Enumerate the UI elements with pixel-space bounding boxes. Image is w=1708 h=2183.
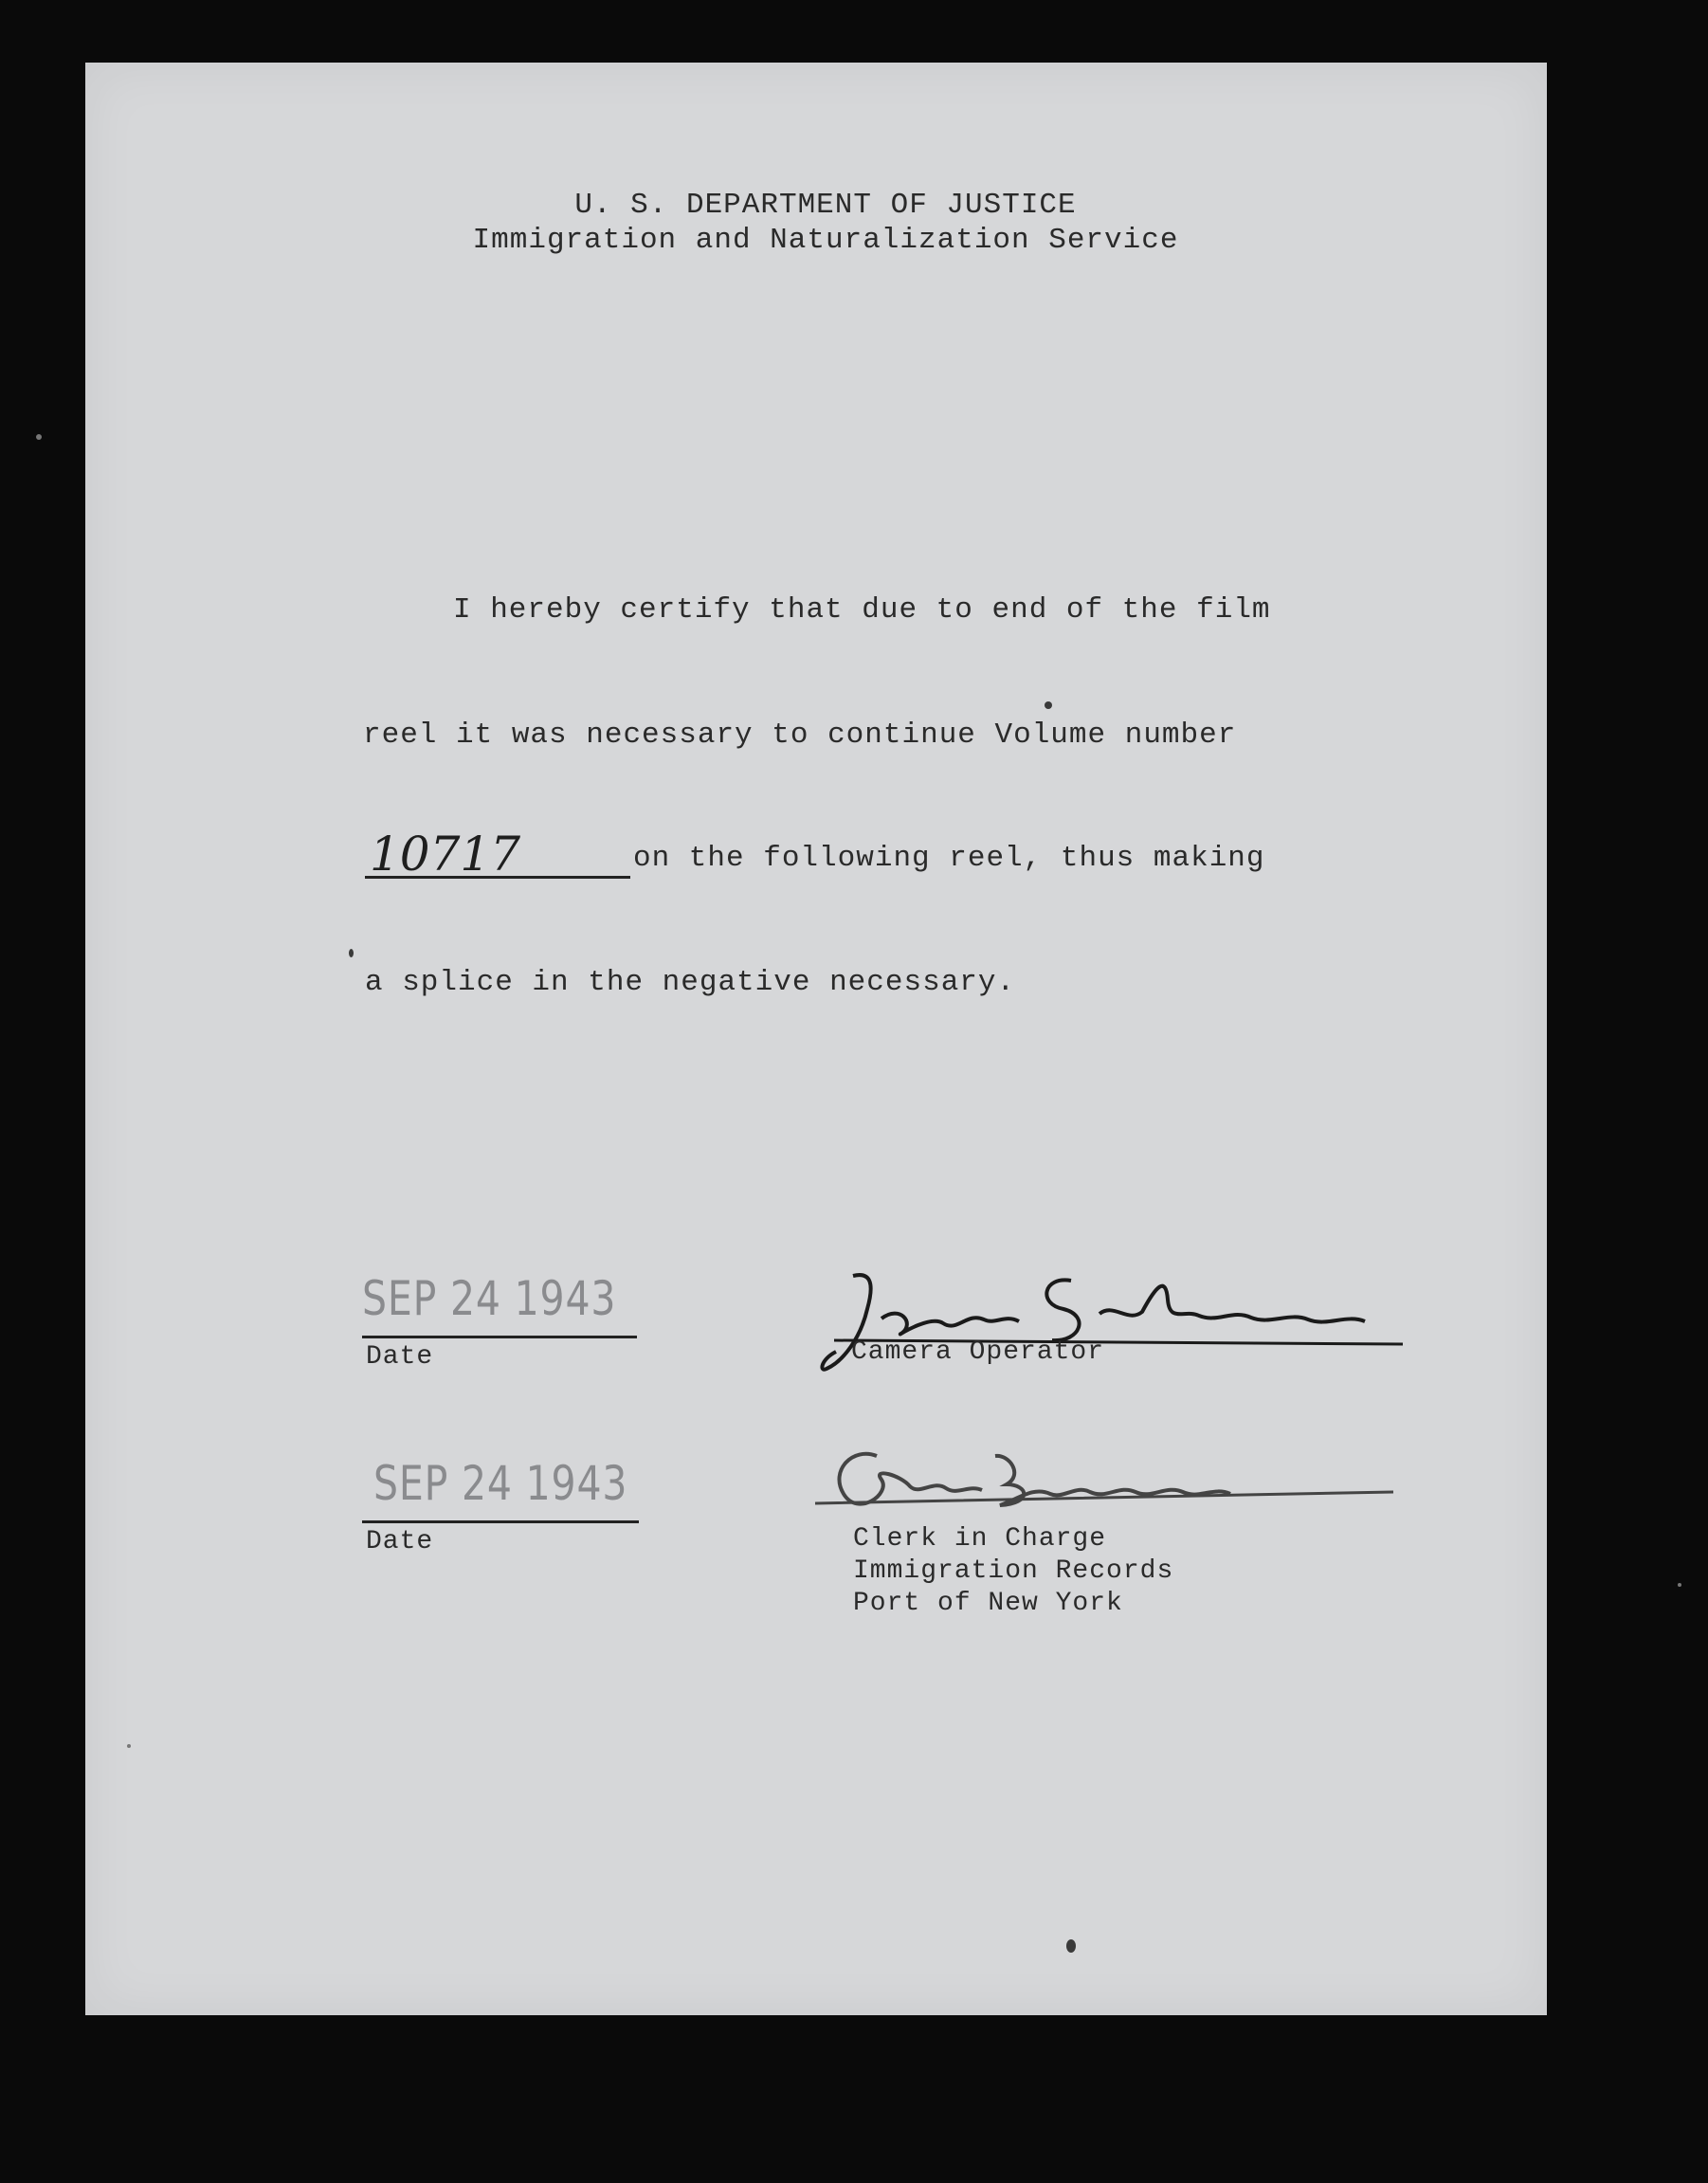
- camera-operator-title: Camera Operator: [851, 1337, 1105, 1367]
- certificate-line-1: I hereby certify that due to end of the film: [453, 593, 1271, 627]
- clerk-title-line-2: Immigration Records: [853, 1556, 1174, 1586]
- clerk-title-line-3: Port of New York: [853, 1589, 1123, 1618]
- camera-operator-signature: [815, 1257, 1422, 1399]
- clerk-title-line-1: Clerk in Charge: [853, 1524, 1107, 1554]
- document-page: [85, 63, 1547, 2015]
- volume-number: 10717: [370, 827, 521, 882]
- date-label-2: Date: [366, 1527, 434, 1556]
- date-underline-2: [362, 1520, 639, 1523]
- certificate-line-4: a splice in the negative necessary.: [365, 966, 1016, 999]
- volume-number-underline: [365, 876, 630, 879]
- film-speck: [1066, 1939, 1076, 1953]
- film-speck: [1678, 1583, 1681, 1587]
- date-stamp-2: SEP 24 1943: [373, 1456, 628, 1511]
- date-stamp-1: SEP 24 1943: [362, 1271, 617, 1326]
- certificate-line-2: reel it was necessary to continue Volume number: [363, 719, 1237, 752]
- date-label-1: Date: [366, 1342, 434, 1372]
- certificate-line-3: on the following reel, thus making: [633, 842, 1265, 875]
- department-heading: U. S. DEPARTMENT OF JUSTICE: [574, 189, 1077, 222]
- film-speck: [127, 1744, 131, 1748]
- service-heading: Immigration and Naturalization Service: [472, 224, 1179, 257]
- film-speck: [36, 434, 42, 440]
- film-speck: [1045, 701, 1052, 709]
- film-speck: [349, 949, 354, 957]
- date-underline-1: [362, 1336, 637, 1338]
